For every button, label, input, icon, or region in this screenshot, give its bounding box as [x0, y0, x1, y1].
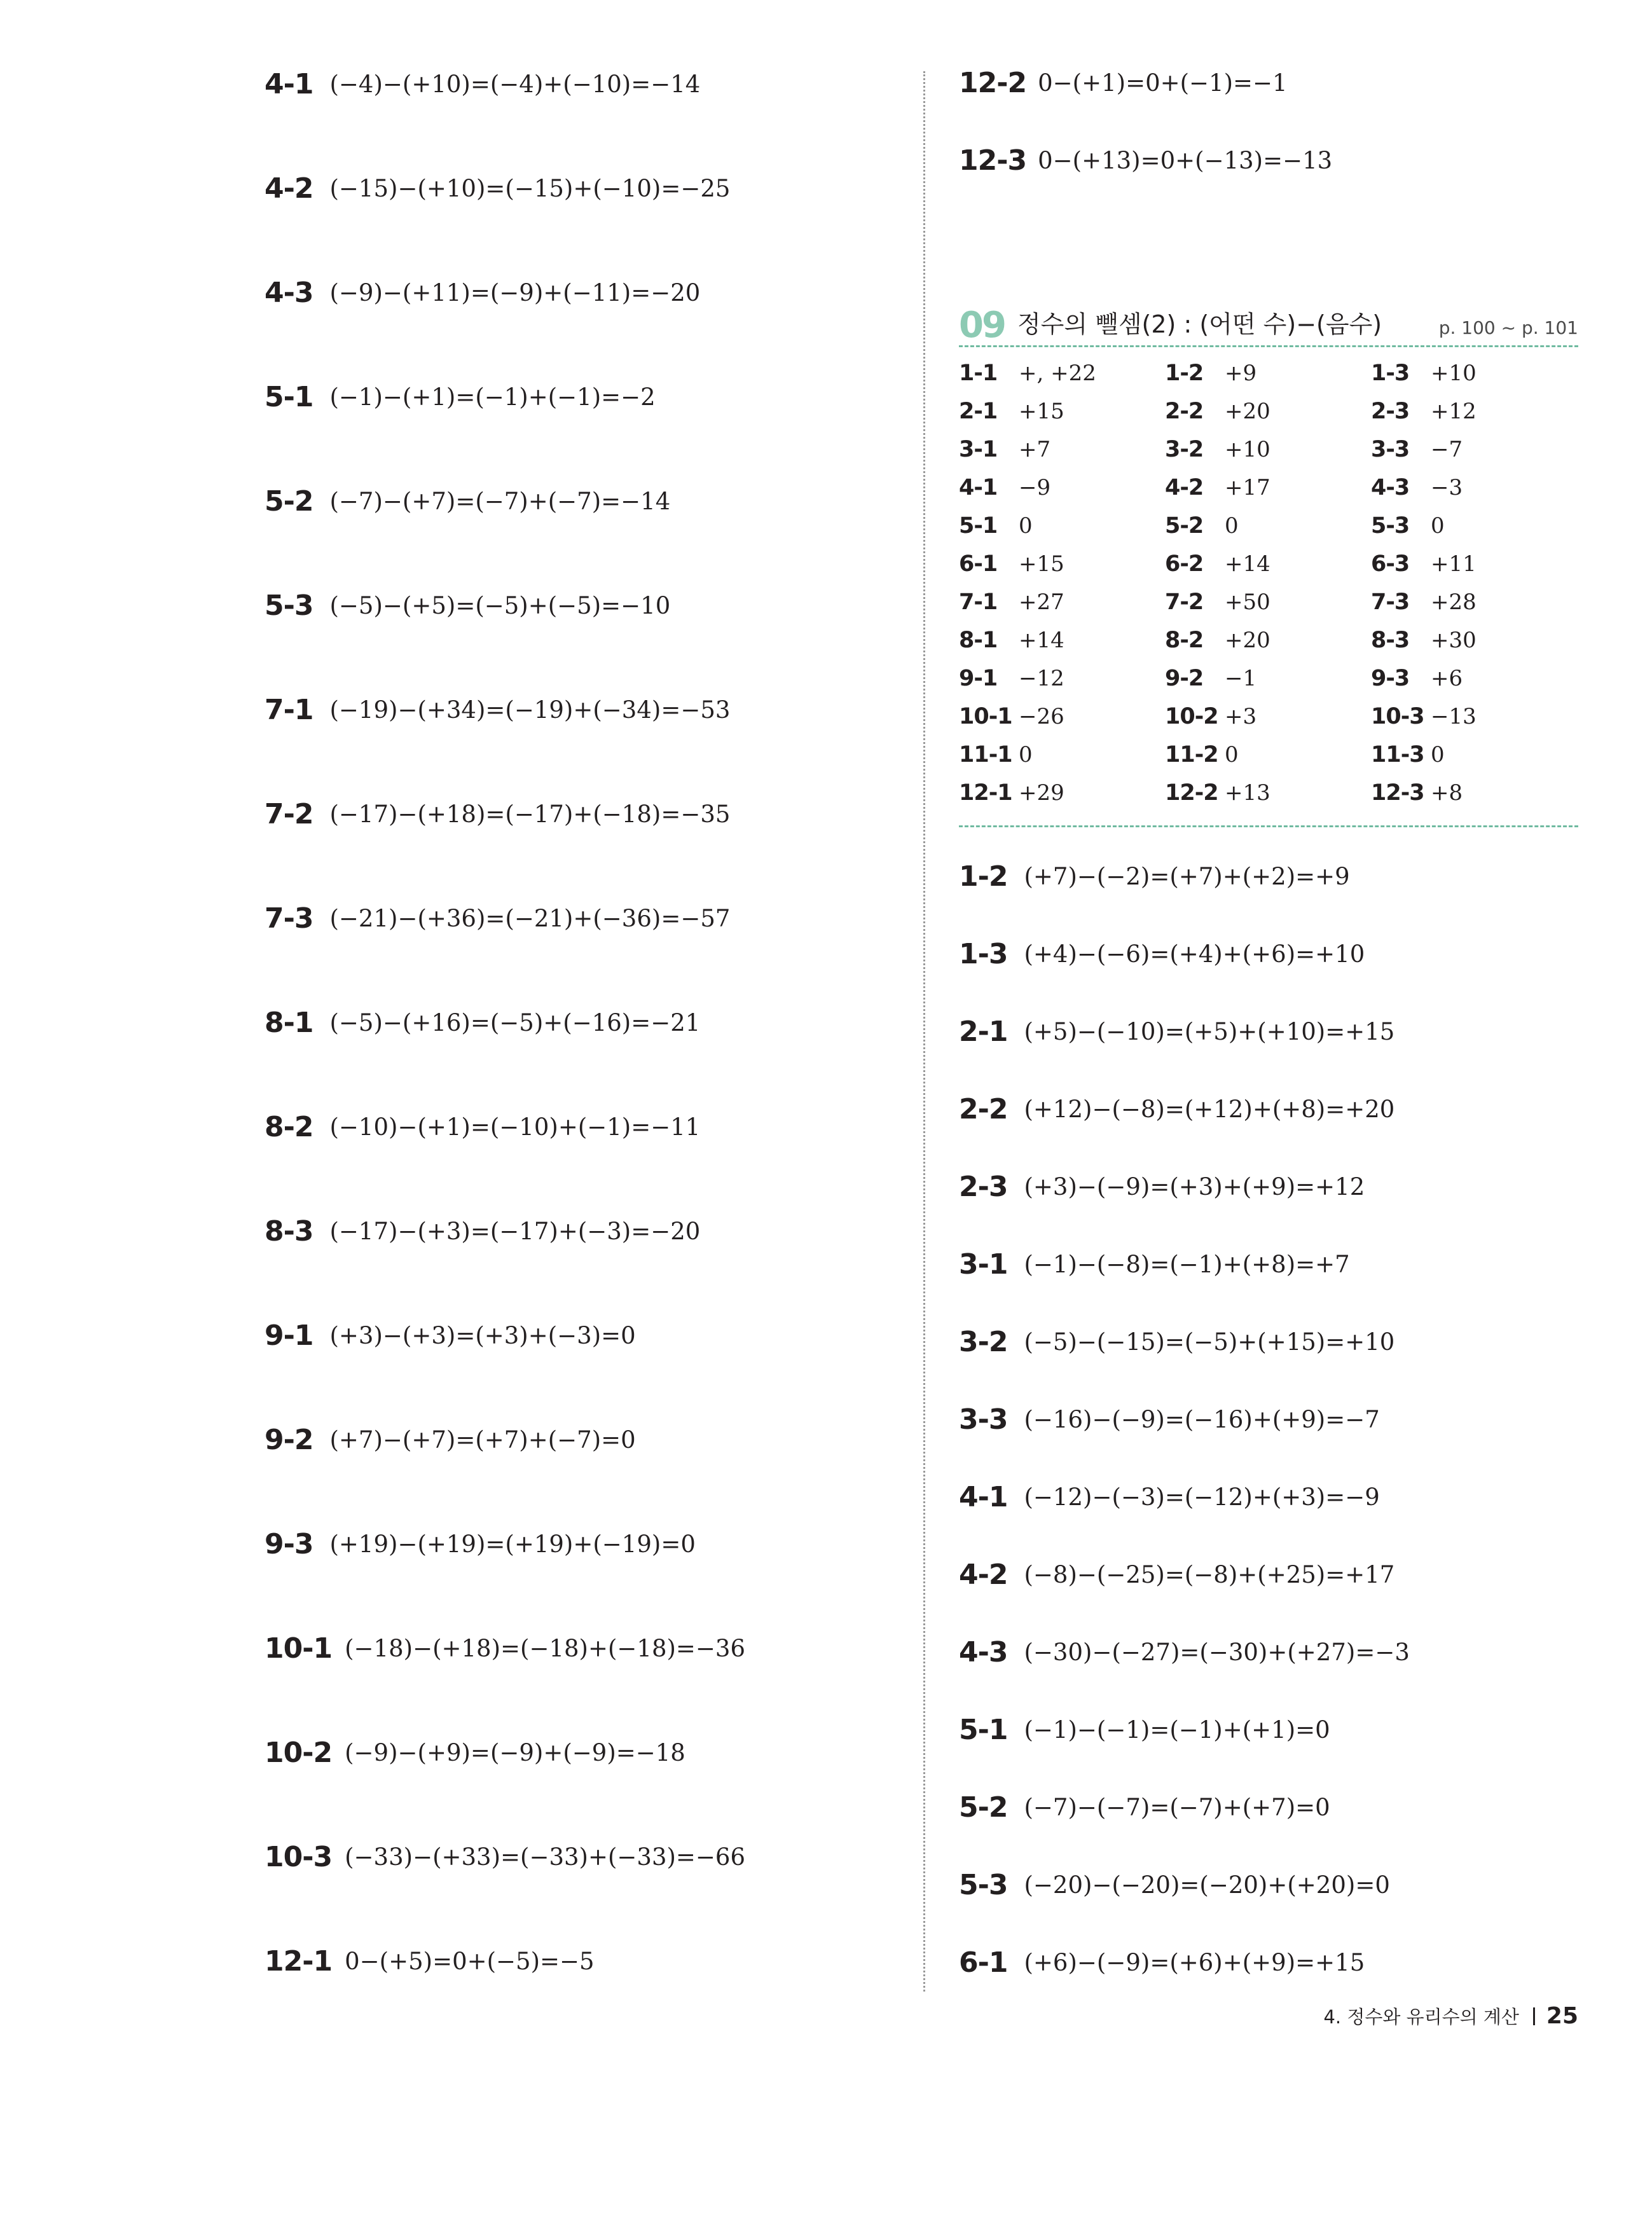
solution-expression: (−1)−(−1)=(−1)+(+1)=0 [1024, 1716, 1330, 1744]
section-title: 정수의 뺄셈(2) : (어떤 수)−(음수) [1017, 310, 1382, 338]
solution-expression: (−8)−(−25)=(−8)+(+25)=+17 [1024, 1560, 1395, 1588]
solution-expression: (+7)−(+7)=(+7)+(−7)=0 [329, 1426, 636, 1454]
problem-label: 3-3 [959, 1403, 1008, 1436]
answer-value: +14 [1019, 628, 1064, 653]
problem-label: 5-3 [265, 589, 313, 622]
solution-expression: (−33)−(+33)=(−33)+(−33)=−66 [345, 1843, 746, 1871]
answer-cell [1371, 355, 1476, 392]
answer-cell [959, 431, 1050, 468]
solution-row [265, 1101, 700, 1152]
solution-expression: (−4)−(+10)=(−4)+(−10)=−14 [329, 70, 701, 98]
solution-row [265, 893, 730, 944]
answer-cell [959, 507, 1033, 544]
answer-cell [1371, 469, 1463, 506]
answer-value: −3 [1431, 475, 1463, 500]
answer-cell [959, 469, 1050, 506]
answer-value: +12 [1431, 399, 1476, 424]
problem-label: 12-3 [959, 144, 1027, 177]
answer-label: 6-1 [959, 551, 998, 577]
problem-label: 2-2 [959, 1092, 1008, 1125]
answer-value: +50 [1225, 589, 1270, 615]
solution-expression: (−5)−(−15)=(−5)+(+15)=+10 [1024, 1328, 1395, 1356]
solution-expression: 0−(+5)=0+(−5)=−5 [345, 1947, 595, 1975]
solution-row [265, 371, 656, 422]
answer-value: −26 [1019, 704, 1064, 729]
solution-row [265, 1310, 636, 1361]
answer-cell [1371, 393, 1476, 430]
answer-cell [1165, 774, 1270, 811]
answer-cell [1165, 393, 1270, 430]
section-header [959, 298, 1578, 346]
problem-label: 8-1 [265, 1006, 313, 1039]
solution-expression: (+12)−(−8)=(+12)+(+8)=+20 [1024, 1095, 1395, 1123]
solution-row [959, 1471, 1380, 1522]
answer-label: 1-1 [959, 361, 998, 386]
answer-cell [1371, 736, 1445, 773]
problem-label: 5-2 [265, 485, 313, 518]
problem-label: 3-2 [959, 1325, 1008, 1358]
problem-label: 3-1 [959, 1248, 1008, 1281]
answer-cell [1371, 622, 1476, 659]
answer-cell [1165, 355, 1256, 392]
answer-label: 1-3 [1371, 361, 1410, 386]
answer-cell [959, 355, 1096, 392]
answer-value: −9 [1019, 475, 1051, 500]
answer-cell [959, 622, 1064, 659]
solution-row [959, 1859, 1390, 1910]
solution-row [265, 580, 670, 631]
page-number: 25 [1546, 2003, 1578, 2029]
answer-value: +13 [1225, 780, 1270, 806]
solution-row [265, 1414, 636, 1465]
section-bottom-dashed-rule [959, 825, 1578, 827]
answer-value: +30 [1431, 628, 1476, 653]
footer-separator [1533, 2007, 1535, 2025]
answer-value: +10 [1225, 437, 1270, 462]
answer-cell [959, 774, 1064, 811]
answer-value: −12 [1019, 666, 1064, 691]
problem-label: 9-3 [265, 1527, 313, 1560]
problem-label: 7-3 [265, 902, 313, 935]
solution-expression: (−17)−(+3)=(−17)+(−3)=−20 [329, 1217, 701, 1245]
answer-value: +8 [1431, 780, 1463, 806]
solution-expression: (+3)−(+3)=(+3)+(−3)=0 [329, 1321, 636, 1349]
solution-row [959, 928, 1365, 979]
problem-label: 10-3 [265, 1840, 333, 1873]
answer-cell [959, 584, 1064, 621]
answer-cell [1371, 507, 1445, 544]
problem-label: 4-1 [959, 1480, 1008, 1513]
answer-cell [1165, 622, 1270, 659]
problem-label: 4-2 [959, 1558, 1008, 1591]
answer-label: 3-2 [1165, 437, 1204, 462]
problem-label: 12-2 [959, 66, 1027, 99]
problem-label: 8-3 [265, 1215, 313, 1248]
answer-value: +17 [1225, 475, 1270, 500]
answer-value: +9 [1225, 361, 1257, 386]
problem-label: 9-1 [265, 1319, 313, 1352]
answer-label: 2-1 [959, 399, 998, 424]
solution-expression: (+3)−(−9)=(+3)+(+9)=+12 [1024, 1173, 1365, 1201]
solution-expression: (−9)−(+9)=(−9)+(−9)=−18 [345, 1738, 685, 1766]
answer-label: 6-3 [1371, 551, 1410, 577]
problem-label: 2-1 [959, 1015, 1008, 1048]
answer-label: 3-3 [1371, 437, 1410, 462]
answer-value: +10 [1431, 361, 1476, 386]
answer-cell [1371, 660, 1463, 697]
solution-expression: (−7)−(−7)=(−7)+(+7)=0 [1024, 1793, 1330, 1821]
solution-expression: (−18)−(+18)=(−18)+(−18)=−36 [345, 1634, 746, 1662]
solution-expression: (+6)−(−9)=(+6)+(+9)=+15 [1024, 1948, 1365, 1976]
answer-cell [959, 546, 1064, 582]
answer-cell [1371, 698, 1476, 735]
answer-label: 4-3 [1371, 475, 1410, 500]
solution-row [265, 59, 700, 109]
answer-label: 12-3 [1371, 780, 1424, 806]
solution-expression: (−30)−(−27)=(−30)+(+27)=−3 [1024, 1638, 1410, 1666]
answer-cell [1165, 469, 1270, 506]
problem-label: 5-3 [959, 1868, 1008, 1901]
answer-cell [1371, 584, 1476, 621]
answer-label: 4-1 [959, 475, 998, 500]
answer-cell [1165, 736, 1239, 773]
solution-expression: (−16)−(−9)=(−16)+(+9)=−7 [1024, 1405, 1380, 1433]
answer-label: 6-2 [1165, 551, 1204, 577]
answer-value: +7 [1019, 437, 1051, 462]
answer-label: 5-1 [959, 513, 998, 539]
answer-label: 2-2 [1165, 399, 1204, 424]
solution-row [959, 1704, 1330, 1755]
answer-value: 0 [1431, 513, 1445, 539]
solution-row [959, 1239, 1350, 1290]
solution-expression: (+5)−(−10)=(+5)+(+10)=+15 [1024, 1017, 1395, 1045]
answer-cell [1165, 584, 1270, 621]
answer-value: 0 [1019, 742, 1033, 767]
answer-value: +20 [1225, 399, 1270, 424]
section-number: 09 [959, 305, 1005, 346]
solution-row [959, 1394, 1380, 1445]
solution-row [959, 1316, 1394, 1367]
solution-row [265, 163, 730, 214]
solution-row [959, 1937, 1365, 1988]
answer-label: 3-1 [959, 437, 998, 462]
problem-label: 9-2 [265, 1423, 313, 1456]
solution-row [265, 1727, 685, 1778]
answer-value: −13 [1431, 704, 1476, 729]
answer-label: 10-2 [1165, 704, 1218, 729]
answer-label: 8-3 [1371, 628, 1410, 653]
answer-label: 9-1 [959, 666, 998, 691]
page-footer [1323, 2003, 1578, 2029]
answer-label: 9-3 [1371, 666, 1410, 691]
answer-label: 2-3 [1371, 399, 1410, 424]
problem-label: 7-1 [265, 693, 313, 726]
solution-expression: (−1)−(+1)=(−1)+(−1)=−2 [329, 383, 656, 411]
answer-value: 0 [1225, 513, 1239, 539]
answer-value: +11 [1431, 551, 1476, 577]
solution-row [959, 135, 1332, 186]
answer-cell [1165, 507, 1239, 544]
answer-label: 11-1 [959, 742, 1012, 767]
solution-row [959, 1782, 1330, 1833]
answer-label: 9-2 [1165, 666, 1204, 691]
answer-value: +6 [1431, 666, 1463, 691]
answer-label: 1-2 [1165, 361, 1204, 386]
problem-label: 5-1 [265, 380, 313, 413]
problem-label: 1-3 [959, 937, 1008, 970]
solution-row [959, 1627, 1410, 1677]
solution-row [265, 476, 670, 527]
column-divider [923, 71, 925, 1992]
answer-cell [1371, 431, 1463, 468]
answer-label: 4-2 [1165, 475, 1204, 500]
answer-cell [1165, 431, 1270, 468]
problem-label: 5-1 [959, 1713, 1008, 1746]
solution-row [959, 1084, 1394, 1134]
solution-row [959, 57, 1288, 108]
answer-value: +27 [1019, 589, 1064, 615]
solution-row [265, 684, 730, 735]
answer-label: 10-1 [959, 704, 1012, 729]
answer-label: 7-3 [1371, 589, 1410, 615]
problem-label: 7-2 [265, 797, 313, 830]
problem-label: 8-2 [265, 1110, 313, 1143]
problem-label: 4-2 [265, 172, 313, 205]
section-page-range: p. 100 ~ p. 101 [1438, 317, 1578, 338]
answer-label: 11-2 [1165, 742, 1218, 767]
answer-cell [959, 736, 1033, 773]
answer-label: 7-2 [1165, 589, 1204, 615]
problem-label: 12-1 [265, 1944, 333, 1978]
problem-label: 10-2 [265, 1736, 333, 1769]
answer-cell [1371, 774, 1463, 811]
answer-value: +15 [1019, 551, 1064, 577]
answer-value: −1 [1225, 666, 1257, 691]
solution-expression: (+19)−(+19)=(+19)+(−19)=0 [329, 1530, 696, 1558]
answer-value: 0 [1225, 742, 1239, 767]
problem-label: 2-3 [959, 1170, 1008, 1203]
solution-expression: (−15)−(+10)=(−15)+(−10)=−25 [329, 174, 731, 202]
solution-expression: (−12)−(−3)=(−12)+(+3)=−9 [1024, 1483, 1380, 1511]
answer-label: 8-1 [959, 628, 998, 653]
solution-expression: (−9)−(+11)=(−9)+(−11)=−20 [329, 279, 701, 306]
solution-row [959, 1006, 1394, 1057]
solution-expression: (−19)−(+34)=(−19)+(−34)=−53 [329, 696, 731, 724]
solution-expression: (−20)−(−20)=(−20)+(+20)=0 [1024, 1871, 1390, 1899]
chapter-title: 4. 정수와 유리수의 계산 [1323, 2006, 1519, 2028]
solution-row [265, 1206, 700, 1256]
solution-row [959, 1161, 1365, 1212]
solution-row [959, 851, 1350, 902]
solution-row [265, 788, 730, 839]
solution-row [265, 1936, 595, 1986]
solution-expression: 0−(+13)=0+(−13)=−13 [1038, 146, 1333, 174]
solution-row [959, 1549, 1394, 1600]
solution-expression: 0−(+1)=0+(−1)=−1 [1038, 69, 1288, 97]
answer-value: +15 [1019, 399, 1064, 424]
answer-cell [959, 393, 1064, 430]
solution-expression: (−5)−(+16)=(−5)+(−16)=−21 [329, 1008, 701, 1036]
solution-row [265, 1623, 745, 1674]
answer-value: +28 [1431, 589, 1476, 615]
solution-row [265, 1518, 696, 1569]
problem-label: 4-3 [959, 1635, 1008, 1669]
solution-row [265, 997, 700, 1048]
solution-expression: (+4)−(−6)=(+4)+(+6)=+10 [1024, 940, 1365, 968]
solution-row [265, 267, 700, 318]
answer-value: +29 [1019, 780, 1064, 806]
problem-label: 6-1 [959, 1946, 1008, 1979]
solution-expression: (−5)−(+5)=(−5)+(−5)=−10 [329, 591, 671, 619]
problem-label: 1-2 [959, 860, 1008, 893]
problem-label: 10-1 [265, 1632, 333, 1665]
solution-expression: (−17)−(+18)=(−17)+(−18)=−35 [329, 800, 731, 828]
answer-value: +14 [1225, 551, 1270, 577]
answer-value: +, +22 [1019, 361, 1096, 386]
answer-label: 12-1 [959, 780, 1012, 806]
answer-value: −7 [1431, 437, 1463, 462]
answer-value: +20 [1225, 628, 1270, 653]
answer-cell [1371, 546, 1476, 582]
solution-expression: (−10)−(+1)=(−10)+(−1)=−11 [329, 1113, 701, 1141]
solution-expression: (+7)−(−2)=(+7)+(+2)=+9 [1024, 862, 1350, 890]
answer-cell [959, 660, 1064, 697]
answer-value: +3 [1225, 704, 1257, 729]
solution-expression: (−1)−(−8)=(−1)+(+8)=+7 [1024, 1250, 1350, 1278]
answer-value: 0 [1431, 742, 1445, 767]
solution-expression: (−21)−(+36)=(−21)+(−36)=−57 [329, 904, 731, 932]
answer-label: 12-2 [1165, 780, 1218, 806]
answer-cell [1165, 546, 1270, 582]
problem-label: 5-2 [959, 1791, 1008, 1824]
problem-label: 4-1 [265, 67, 313, 100]
answer-cell [1165, 698, 1256, 735]
answer-value: 0 [1019, 513, 1033, 539]
answer-cell [1165, 660, 1256, 697]
problem-label: 4-3 [265, 276, 313, 309]
answer-label: 10-3 [1371, 704, 1424, 729]
answer-label: 7-1 [959, 589, 998, 615]
answer-label: 8-2 [1165, 628, 1204, 653]
section-top-dashed-rule [959, 345, 1578, 347]
answer-cell [959, 698, 1064, 735]
solution-row [265, 1831, 745, 1882]
answer-label: 5-3 [1371, 513, 1410, 539]
answer-label: 11-3 [1371, 742, 1424, 767]
answer-label: 5-2 [1165, 513, 1204, 539]
solution-expression: (−7)−(+7)=(−7)+(−7)=−14 [329, 487, 671, 515]
